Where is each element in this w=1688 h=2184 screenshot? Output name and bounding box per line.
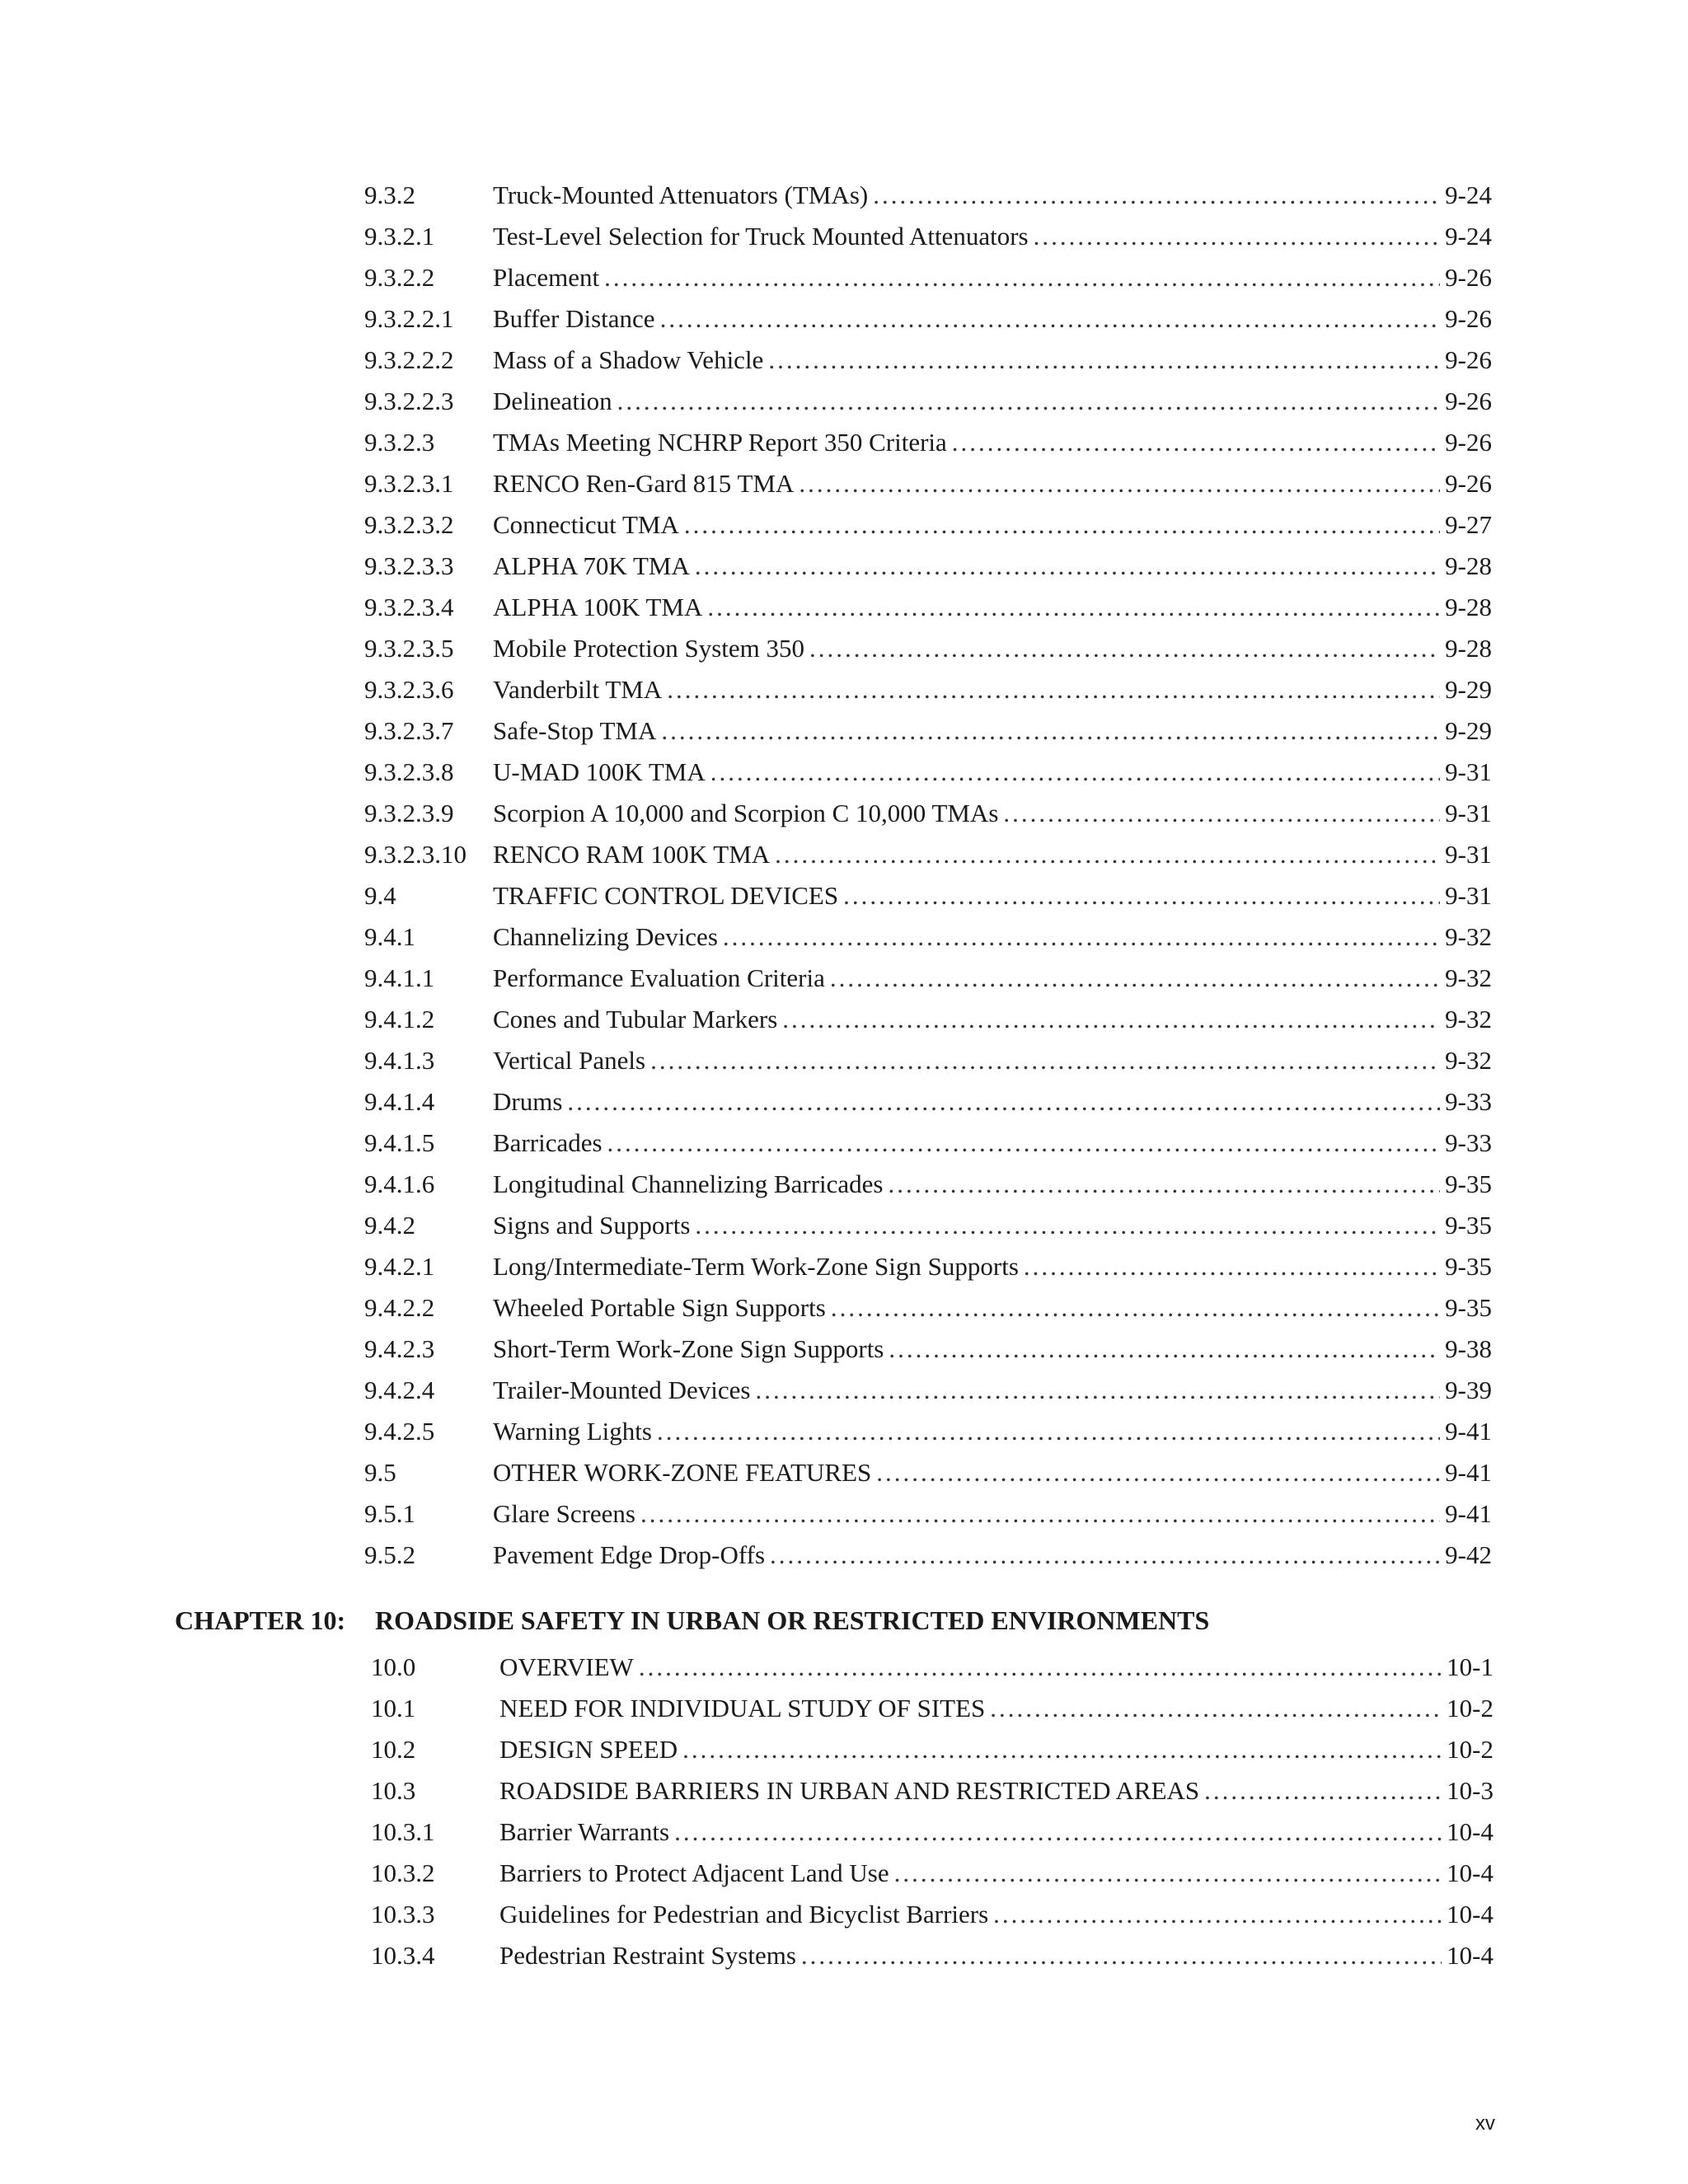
toc-entry (371, 1647, 1493, 1688)
toc-entry-title: ALPHA 70K TMA (493, 551, 690, 580)
toc-entry-page: 10-2 (1447, 1694, 1493, 1722)
toc-entry (364, 175, 1492, 216)
toc-entry-page: 9-26 (1445, 304, 1492, 333)
toc-entry-number: 9.3.2.3.6 (364, 675, 454, 704)
toc-entry-title: Scorpion A 10,000 and Scorpion C 10,000 TMAs (493, 799, 999, 827)
toc-entry (371, 1688, 1493, 1729)
toc-entry-number: 9.3.2.3.10 (364, 840, 467, 869)
toc-entry-page: 9-28 (1445, 634, 1492, 663)
dot-leader (710, 752, 1440, 793)
toc-entry-page: 9-26 (1445, 387, 1492, 415)
dot-leader (567, 1081, 1440, 1122)
toc-entry-page: 10-4 (1447, 1817, 1493, 1846)
toc-entry-number: 9.4.2.2 (364, 1293, 435, 1322)
toc-entry-page: 9-32 (1445, 1046, 1492, 1075)
dot-leader (684, 504, 1440, 546)
toc-entry-title: Barrier Warrants (499, 1817, 670, 1846)
toc-entry-number: 9.3.2.2 (364, 263, 435, 292)
toc-entry (364, 463, 1492, 504)
dot-leader (604, 257, 1440, 298)
toc-entry-number: 10.3.1 (371, 1817, 435, 1846)
toc-entry-title: Pavement Edge Drop-Offs (493, 1540, 766, 1569)
toc-entry-page: 9-24 (1445, 180, 1492, 209)
toc-entry-page: 9-31 (1445, 881, 1492, 910)
toc-entry (364, 958, 1492, 999)
toc-entry-page: 10-4 (1447, 1858, 1493, 1887)
dot-leader (695, 546, 1440, 587)
dot-leader (682, 1729, 1442, 1770)
toc-entry-number: 9.4 (364, 881, 396, 910)
toc-entry-page: 9-42 (1445, 1540, 1492, 1569)
toc-entry (364, 1205, 1492, 1246)
toc-entry-title: Mobile Protection System 350 (493, 634, 805, 663)
toc-entry-title: Short-Term Work-Zone Sign Supports (493, 1334, 884, 1363)
dot-leader (660, 298, 1441, 340)
toc-entry-number: 9.4.2.4 (364, 1376, 435, 1404)
dot-leader (1034, 216, 1441, 257)
toc-entry (364, 1535, 1492, 1576)
toc-entry (371, 1853, 1493, 1894)
toc-entry-title: Mass of a Shadow Vehicle (493, 345, 764, 374)
toc-entry-title: Test-Level Selection for Truck Mounted Attenuators (493, 222, 1029, 251)
toc-entry-number: 9.5 (364, 1458, 396, 1487)
toc-entry (364, 381, 1492, 422)
toc-entry-number: 9.3.2.2.2 (364, 345, 454, 374)
toc-entry (364, 1164, 1492, 1205)
toc-entry-title: RENCO RAM 100K TMA (493, 840, 771, 869)
toc-entry (364, 1122, 1492, 1164)
toc-entry-title: TRAFFIC CONTROL DEVICES (493, 881, 839, 910)
toc-entry-title: Vertical Panels (493, 1046, 646, 1075)
dot-leader (993, 1894, 1442, 1935)
toc-entry-page: 9-41 (1445, 1499, 1492, 1528)
toc-entry (371, 1729, 1493, 1770)
dot-leader (799, 463, 1440, 504)
toc-entry-page: 9-26 (1445, 428, 1492, 457)
toc-entry-title: Safe-Stop TMA (493, 716, 657, 745)
toc-entry (364, 1411, 1492, 1452)
toc-entry (364, 1287, 1492, 1329)
toc-entry-title: Channelizing Devices (493, 922, 718, 951)
dot-leader (667, 669, 1440, 710)
toc-entry-number: 10.0 (371, 1652, 416, 1681)
toc-entry-title: Long/Intermediate-Term Work-Zone Sign Supports (493, 1252, 1019, 1281)
dot-leader (888, 1164, 1440, 1205)
toc-entry-title: Warning Lights (493, 1417, 652, 1446)
dot-leader (889, 1329, 1440, 1370)
toc-entry (364, 669, 1492, 710)
toc-entry-title: Signs and Supports (493, 1211, 691, 1240)
toc-entry-number: 9.3.2.3.4 (364, 593, 454, 621)
toc-entry-page: 9-31 (1445, 799, 1492, 827)
toc-entry-page: 9-26 (1445, 469, 1492, 498)
chapter-heading (175, 1605, 1209, 1636)
toc-entry (364, 546, 1492, 587)
toc-entry-page: 9-32 (1445, 963, 1492, 992)
dot-leader (695, 1205, 1440, 1246)
dot-leader (639, 1647, 1442, 1688)
toc-entry-number: 9.4.2.5 (364, 1417, 435, 1446)
dot-leader (768, 340, 1440, 381)
toc-entry-page: 9-39 (1445, 1376, 1492, 1404)
toc-entry (364, 793, 1492, 834)
toc-entry-number: 9.3.2.3.8 (364, 757, 454, 786)
toc-entry-number: 9.5.1 (364, 1499, 415, 1528)
toc-entry (371, 1894, 1493, 1935)
toc-entry-page: 9-35 (1445, 1252, 1492, 1281)
toc-entry-page: 9-29 (1445, 675, 1492, 704)
toc-entry-number: 9.3.2.1 (364, 222, 435, 251)
toc-entry-number: 9.3.2.2.1 (364, 304, 454, 333)
toc-entry (364, 422, 1492, 463)
toc-entry-page: 10-1 (1447, 1652, 1493, 1681)
toc-entry-title: ROADSIDE BARRIERS IN URBAN AND RESTRICTED AREAS (499, 1776, 1200, 1805)
toc-entry-number: 9.5.2 (364, 1540, 415, 1569)
dot-leader (607, 1122, 1441, 1164)
dot-leader (650, 1040, 1440, 1081)
toc-entry-number: 9.4.2.1 (364, 1252, 435, 1281)
toc-entry-title: Drums (493, 1087, 563, 1116)
dot-leader (617, 381, 1441, 422)
dot-leader (843, 875, 1440, 916)
toc-entry (371, 1811, 1493, 1853)
toc-entry-number: 9.3.2.3.7 (364, 716, 454, 745)
toc-entry-page: 10-4 (1447, 1900, 1493, 1929)
toc-entry (364, 1493, 1492, 1535)
toc-entry-number: 9.4.1.5 (364, 1128, 435, 1157)
toc-entry (364, 1081, 1492, 1122)
page-number: xv (1475, 2112, 1495, 2135)
dot-leader (894, 1853, 1442, 1894)
dot-leader (775, 834, 1440, 875)
toc-entry-page: 9-24 (1445, 222, 1492, 251)
toc-entry-page: 9-41 (1445, 1458, 1492, 1487)
toc-entry (364, 1329, 1492, 1370)
toc-entry (364, 340, 1492, 381)
chapter-label: CHAPTER 10: (175, 1605, 346, 1635)
toc-entry-title: Buffer Distance (493, 304, 655, 333)
toc-entry-number: 9.3.2.3.2 (364, 510, 454, 539)
toc-entry-page: 9-31 (1445, 757, 1492, 786)
toc-entry-title: TMAs Meeting NCHRP Report 350 Criteria (493, 428, 947, 457)
toc-entry (364, 875, 1492, 916)
toc-entry-title: OTHER WORK-ZONE FEATURES (493, 1458, 872, 1487)
dot-leader (830, 958, 1440, 999)
toc-entry-title: Placement (493, 263, 600, 292)
toc-entry-title: Glare Screens (493, 1499, 635, 1528)
toc-entry-page: 9-35 (1445, 1293, 1492, 1322)
toc-entry-page: 10-3 (1447, 1776, 1493, 1805)
dot-leader (640, 1493, 1440, 1535)
toc-entry-title: Barriers to Protect Adjacent Land Use (499, 1858, 889, 1887)
toc-entry-page: 9-41 (1445, 1417, 1492, 1446)
toc-entry-title: OVERVIEW (499, 1652, 634, 1681)
toc-entry-page: 9-32 (1445, 1005, 1492, 1033)
toc-entry (364, 1040, 1492, 1081)
toc-entry (364, 916, 1492, 958)
toc-entry (364, 504, 1492, 546)
toc-entry-number: 10.1 (371, 1694, 416, 1722)
toc-entry-number: 9.4.1.3 (364, 1046, 435, 1075)
toc-entry (364, 216, 1492, 257)
toc-entry-number: 9.3.2 (364, 180, 415, 209)
toc-entry-title: Trailer-Mounted Devices (493, 1376, 751, 1404)
toc-entry-page: 9-26 (1445, 345, 1492, 374)
dot-leader (801, 1935, 1442, 1976)
toc-entry-page: 9-28 (1445, 551, 1492, 580)
toc-entry-number: 9.3.2.3 (364, 428, 435, 457)
toc-chapter-10 (371, 1647, 1493, 1976)
toc-entry-number: 9.3.2.3.5 (364, 634, 454, 663)
toc-entry-title: U-MAD 100K TMA (493, 757, 706, 786)
dot-leader (770, 1535, 1440, 1576)
toc-entry (364, 999, 1492, 1040)
chapter-title: ROADSIDE SAFETY IN URBAN OR RESTRICTED ENVIRONMENTS (375, 1605, 1210, 1635)
dot-leader (1204, 1770, 1442, 1811)
toc-entry-number: 9.4.1.6 (364, 1169, 435, 1198)
toc-entry-number: 10.2 (371, 1735, 416, 1764)
dot-leader (707, 587, 1440, 628)
toc-entry-title: Barricades (493, 1128, 603, 1157)
dot-leader (1024, 1246, 1440, 1287)
toc-entry-title: Vanderbilt TMA (493, 675, 663, 704)
toc-entry-number: 9.4.2.3 (364, 1334, 435, 1363)
toc-entry-title: Performance Evaluation Criteria (493, 963, 825, 992)
toc-entry (371, 1935, 1493, 1976)
toc-entry-page: 9-29 (1445, 716, 1492, 745)
toc-entry-title: Guidelines for Pedestrian and Bicyclist Barriers (499, 1900, 989, 1929)
toc-entry-number: 9.4.2 (364, 1211, 415, 1240)
toc-entry (364, 834, 1492, 875)
dot-leader (990, 1688, 1442, 1729)
toc-entry-title: Longitudinal Channelizing Barricades (493, 1169, 884, 1198)
toc-entry-number: 9.4.1.1 (364, 963, 435, 992)
dot-leader (755, 1370, 1440, 1411)
toc-entry (364, 710, 1492, 752)
dot-leader (723, 916, 1440, 958)
dot-leader (1003, 793, 1440, 834)
toc-entry-number: 9.3.2.3.9 (364, 799, 454, 827)
toc-entry-page: 9-28 (1445, 593, 1492, 621)
toc-entry-page: 9-33 (1445, 1128, 1492, 1157)
dot-leader (674, 1811, 1442, 1853)
toc-entry-title: NEED FOR INDIVIDUAL STUDY OF SITES (499, 1694, 986, 1722)
toc-entry (364, 1452, 1492, 1493)
toc-entry-number: 10.3.3 (371, 1900, 435, 1929)
toc-entry-page: 9-35 (1445, 1211, 1492, 1240)
toc-entry-number: 9.4.1.2 (364, 1005, 435, 1033)
toc-entry (364, 628, 1492, 669)
toc-entry (364, 1246, 1492, 1287)
toc-entry-title: Connecticut TMA (493, 510, 679, 539)
toc-entry-number: 10.3 (371, 1776, 416, 1805)
toc-entry-number: 9.3.2.2.3 (364, 387, 454, 415)
toc-entry-page: 9-35 (1445, 1169, 1492, 1198)
toc-entry-title: Truck-Mounted Attenuators (TMAs) (493, 180, 869, 209)
dot-leader (876, 1452, 1440, 1493)
toc-entry-page: 9-27 (1445, 510, 1492, 539)
toc-entry (364, 587, 1492, 628)
toc-entry-page: 10-2 (1447, 1735, 1493, 1764)
dot-leader (952, 422, 1440, 463)
toc-section-9 (364, 175, 1492, 1576)
toc-entry-page: 9-33 (1445, 1087, 1492, 1116)
toc-entry-page: 9-32 (1445, 922, 1492, 951)
toc-entry-page: 10-4 (1447, 1941, 1493, 1970)
dot-leader (831, 1287, 1440, 1329)
toc-entry-title: DESIGN SPEED (499, 1735, 678, 1764)
dot-leader (657, 1411, 1440, 1452)
toc-entry (364, 257, 1492, 298)
toc-entry-title: ALPHA 100K TMA (493, 593, 703, 621)
toc-entry-title: Wheeled Portable Sign Supports (493, 1293, 826, 1322)
toc-entry-title: Pedestrian Restraint Systems (499, 1941, 796, 1970)
dot-leader (661, 710, 1440, 752)
toc-entry (364, 298, 1492, 340)
toc-entry-title: Cones and Tubular Markers (493, 1005, 778, 1033)
dot-leader (873, 175, 1440, 216)
dot-leader (809, 628, 1440, 669)
toc-entry-number: 9.3.2.3.3 (364, 551, 454, 580)
toc-entry-title: Delineation (493, 387, 612, 415)
toc-entry-page: 9-38 (1445, 1334, 1492, 1363)
toc-entry (364, 1370, 1492, 1411)
toc-entry-title: RENCO Ren-Gard 815 TMA (493, 469, 795, 498)
toc-entry-page: 9-26 (1445, 263, 1492, 292)
toc-entry-number: 10.3.2 (371, 1858, 435, 1887)
toc-entry (371, 1770, 1493, 1811)
toc-entry-number: 10.3.4 (371, 1941, 435, 1970)
toc-entry-number: 9.4.1 (364, 922, 415, 951)
toc-entry-number: 9.4.1.4 (364, 1087, 435, 1116)
dot-leader (782, 999, 1440, 1040)
toc-entry (364, 752, 1492, 793)
toc-entry-number: 9.3.2.3.1 (364, 469, 454, 498)
toc-entry-page: 9-31 (1445, 840, 1492, 869)
